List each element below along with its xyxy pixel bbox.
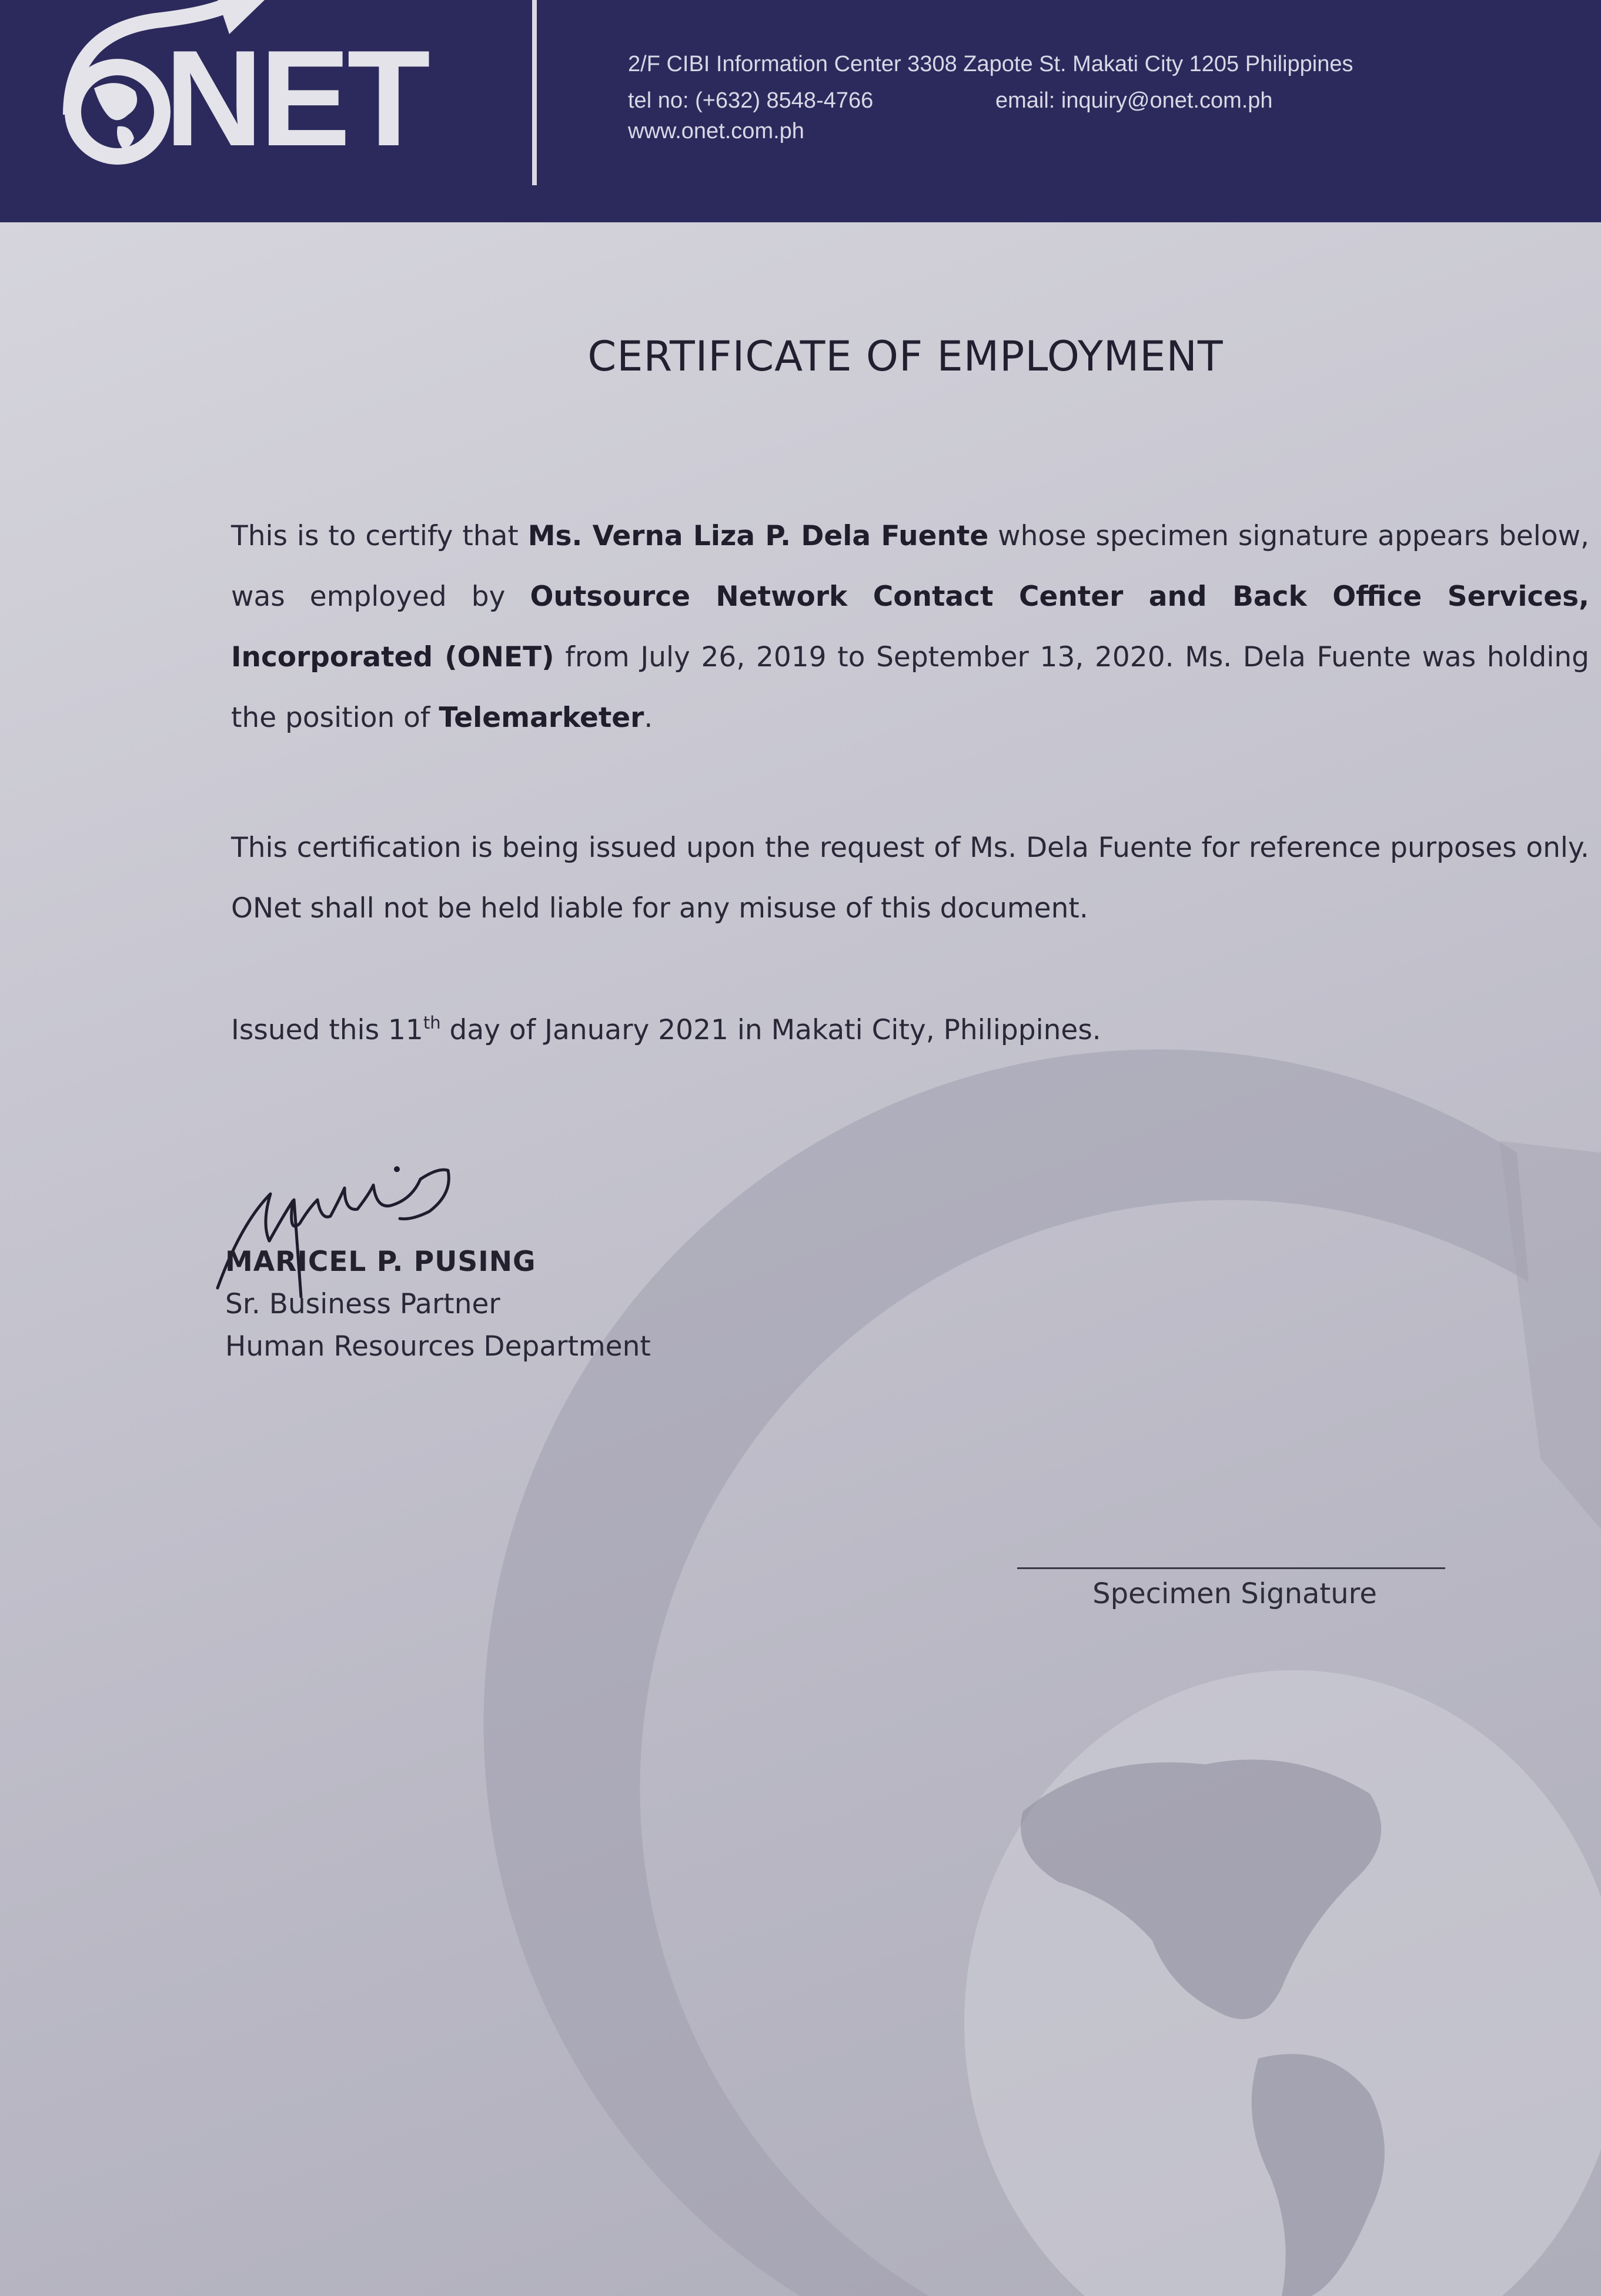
employee-position: Telemarketer: [439, 702, 644, 734]
letterhead: [0, 0, 1601, 222]
email-address: email: inquiry@onet.com.ph: [995, 88, 1273, 113]
logo-wordmark: NET: [165, 22, 427, 175]
ordinal-suffix: th: [423, 1013, 441, 1033]
company-name: Outsource Network Contact Center and Back Office Services, Incorporated (ONET): [231, 580, 1589, 673]
handwritten-signature-icon: [206, 1153, 512, 1306]
signatory-position: Sr. Business Partner: [225, 1288, 500, 1320]
telephone: tel no: (+632) 8548-4766: [628, 88, 874, 113]
issuance-paragraph: [231, 1000, 1589, 1060]
text-segment: Issued this 11: [231, 1014, 423, 1046]
employee-name: Ms. Verna Liza P. Dela Fuente: [527, 520, 989, 552]
purpose-paragraph: This certification is being issued upon the request of Ms. Dela Fuente for reference purposes only. ONet shall not be held liable for any misuse of this document.: [231, 832, 1589, 925]
specimen-signature-line: [1017, 1567, 1445, 1569]
text-segment: from July 26, 2019 to September 13, 2020. Ms. Dela Fuente was holding the position of: [231, 641, 1589, 734]
specimen-signature-label: Specimen Signature: [1092, 1577, 1377, 1610]
text-segment: whose specimen signature appears below, was employed by: [231, 520, 1589, 613]
certification-paragraph: [231, 506, 1589, 748]
website: www.onet.com.ph: [628, 119, 804, 144]
contact-line: [628, 87, 1569, 114]
text-segment: day of January 2021 in Makati City, Philippines.: [440, 1014, 1101, 1046]
text-segment: This is to certify that: [231, 520, 528, 552]
signatory-name: MARICEL P. PUSING: [225, 1246, 536, 1278]
header-divider: [532, 0, 537, 185]
signatory-department: Human Resources Department: [225, 1330, 651, 1363]
text-segment: .: [644, 702, 653, 734]
company-address: 2/F CIBI Information Center 3308 Zapote St. Makati City 1205 Philippines: [628, 52, 1353, 76]
document-title: CERTIFICATE OF EMPLOYMENT: [587, 332, 1224, 381]
